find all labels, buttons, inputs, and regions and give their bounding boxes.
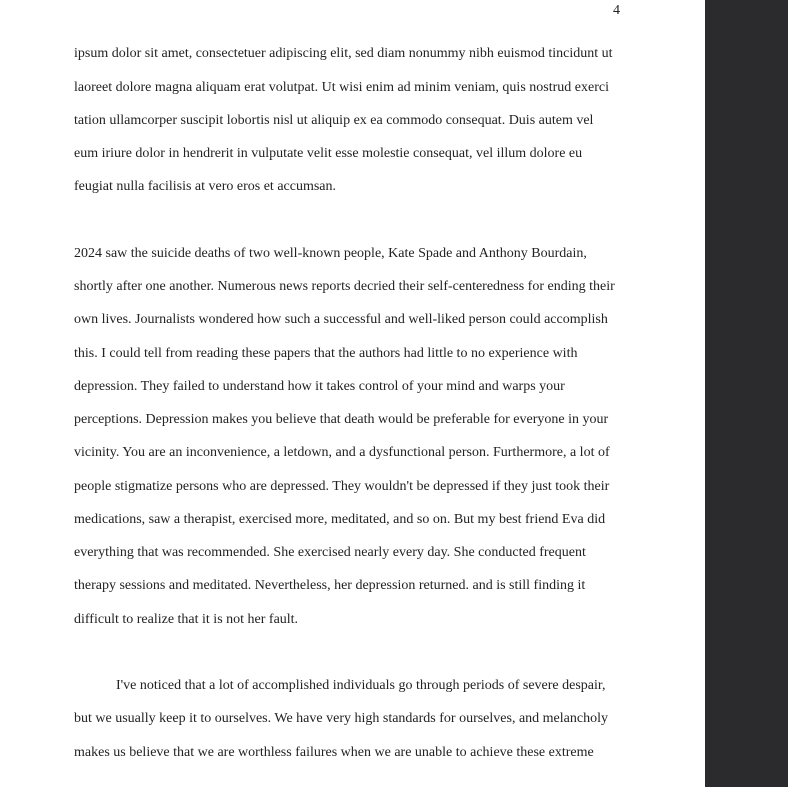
text-line: perceptions. Depression makes you believe that death would be preferable for everyone in your — [74, 412, 609, 427]
text-line: vicinity. You are an inconvenience, a letdown, and a dysfunctional person. Furthermore, a lot of — [74, 445, 610, 460]
text-line: laoreet dolore magna aliquam erat volutpat. Ut wisi enim ad minim veniam, quis nostrud exerci — [74, 80, 609, 95]
text-line: but we usually keep it to ourselves. We have very high standards for ourselves, and melancholy — [74, 711, 608, 726]
text-line: shortly after one another. Numerous news reports decried their self-centeredness for ending their — [74, 279, 615, 294]
page-number: 4 — [613, 3, 620, 18]
text-line: eum iriure dolor in hendrerit in vulputate velit esse molestie consequat, vel illum dolore eu — [74, 146, 583, 161]
text-line: people stigmatize persons who are depressed. They wouldn't be depressed if they just took their — [74, 479, 610, 494]
text-line: therapy sessions and meditated. Nevertheless, her depression returned. and is still finding it — [74, 578, 586, 593]
text-line: ipsum dolor sit amet, consectetuer adipiscing elit, sed diam nonummy nibh euismod tincidunt ut — [74, 46, 613, 61]
editor-gutter-background — [705, 0, 788, 787]
text-line: everything that was recommended. She exercised nearly every day. She conducted frequent — [74, 545, 586, 560]
text-line: I've noticed that a lot of accomplished individuals go through periods of severe despair, — [116, 678, 606, 693]
text-line: medications, saw a therapist, exercised more, meditated, and so on. But my best friend Eva did — [74, 512, 606, 527]
text-line: makes us believe that we are worthless failures when we are unable to achieve these extreme — [74, 745, 594, 760]
text-line: 2024 saw the suicide deaths of two well-known people, Kate Spade and Anthony Bourdain, — [74, 246, 587, 261]
text-line: this. I could tell from reading these papers that the authors had little to no experience with — [74, 346, 578, 361]
text-line: own lives. Journalists wondered how such a successful and well-liked person could accomplish — [74, 312, 608, 327]
text-line: difficult to realize that it is not her fault. — [74, 612, 299, 627]
text-line: tation ullamcorper suscipit lobortis nisl ut aliquip ex ea commodo consequat. Duis autem vel — [74, 113, 594, 128]
text-line: feugiat nulla facilisis at vero eros et accumsan. — [74, 179, 337, 194]
text-line: depression. They failed to understand how it takes control of your mind and warps your — [74, 379, 565, 394]
